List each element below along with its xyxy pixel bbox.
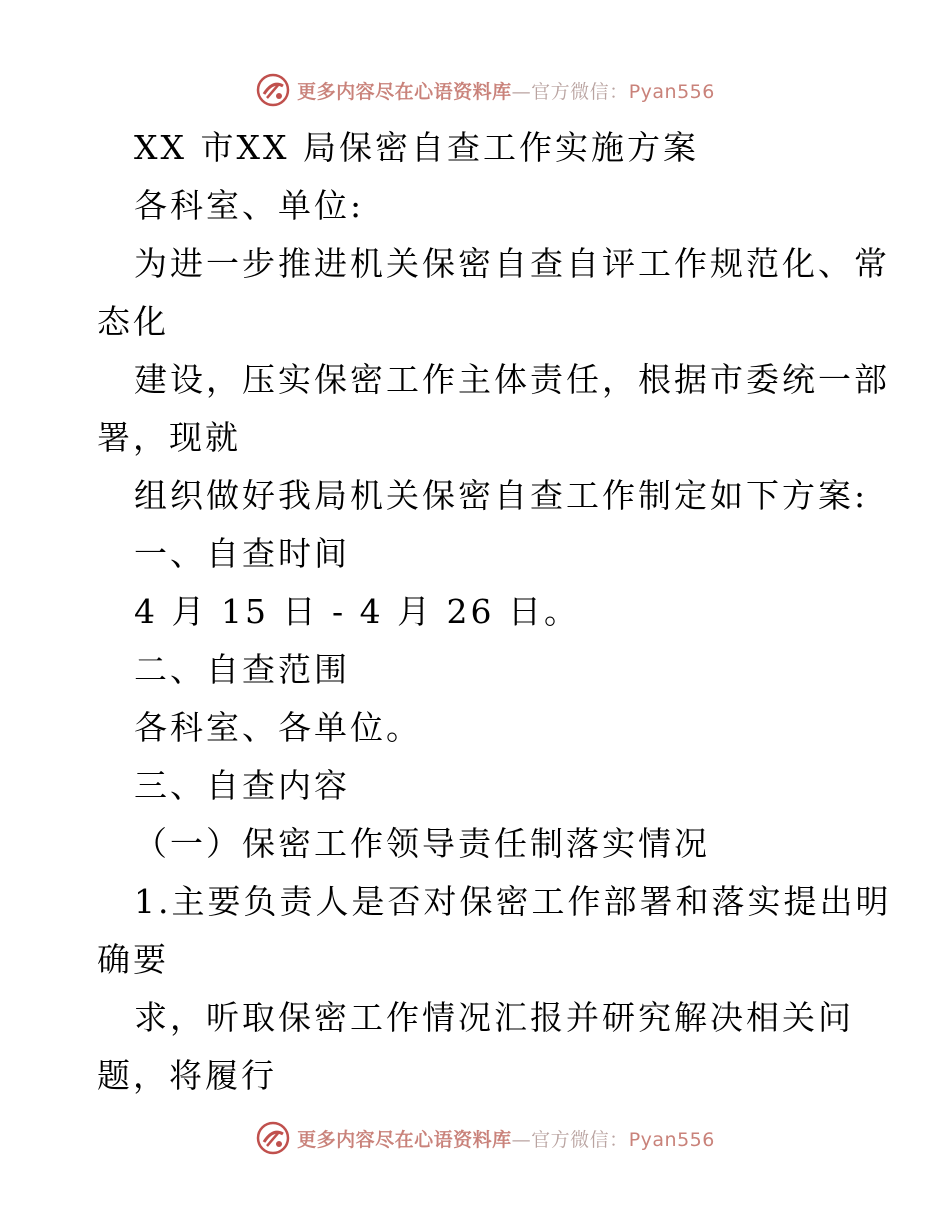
text-line: 题，将履行 — [97, 1056, 277, 1095]
text-line: 组织做好我局机关保密自查工作制定如下方案: — [134, 476, 869, 515]
footer-watermark — [0, 1118, 950, 1158]
watermark-main-text: 更多内容尽在心语资料库 — [297, 80, 512, 103]
watermark-sub-text: —官方微信： — [511, 80, 629, 103]
logo-seal-icon — [255, 72, 291, 108]
text-line: 求，听取保密工作情况汇报并研究解决相关问 — [134, 998, 854, 1037]
section-heading: 三、自查内容 — [134, 766, 350, 805]
text-line: 各科室、单位: — [134, 186, 365, 225]
section-heading: 一、自查时间 — [134, 534, 350, 573]
watermark-sub-text: —官方微信： — [511, 1128, 629, 1151]
text-line: 确要 — [97, 940, 169, 979]
text-line: 署，现就 — [97, 418, 241, 457]
text-line: 为进一步推进机关保密自查自评工作规范化、常 — [134, 244, 890, 283]
text-line: 建设，压实保密工作主体责任，根据市委统一部 — [134, 360, 890, 399]
text-line: 4 月 15 日 - 4 月 26 日。 — [134, 592, 581, 631]
section-heading: 二、自查范围 — [134, 650, 350, 689]
subsection-heading: （一）保密工作领导责任制落实情况 — [134, 824, 710, 863]
text-line: 1.主要负责人是否对保密工作部署和落实提出明 — [134, 882, 892, 921]
logo-seal-icon — [255, 1120, 291, 1156]
watermark-main-text: 更多内容尽在心语资料库 — [297, 1128, 512, 1151]
header-watermark — [0, 70, 950, 110]
watermark-id-text: Pyan556 — [628, 1128, 715, 1151]
text-line: 各科室、各单位。 — [134, 708, 422, 747]
document-title: XX 市XX 局保密自查工作实施方案 — [134, 128, 699, 167]
watermark-id-text: Pyan556 — [628, 80, 715, 103]
text-line: 态化 — [97, 302, 169, 341]
